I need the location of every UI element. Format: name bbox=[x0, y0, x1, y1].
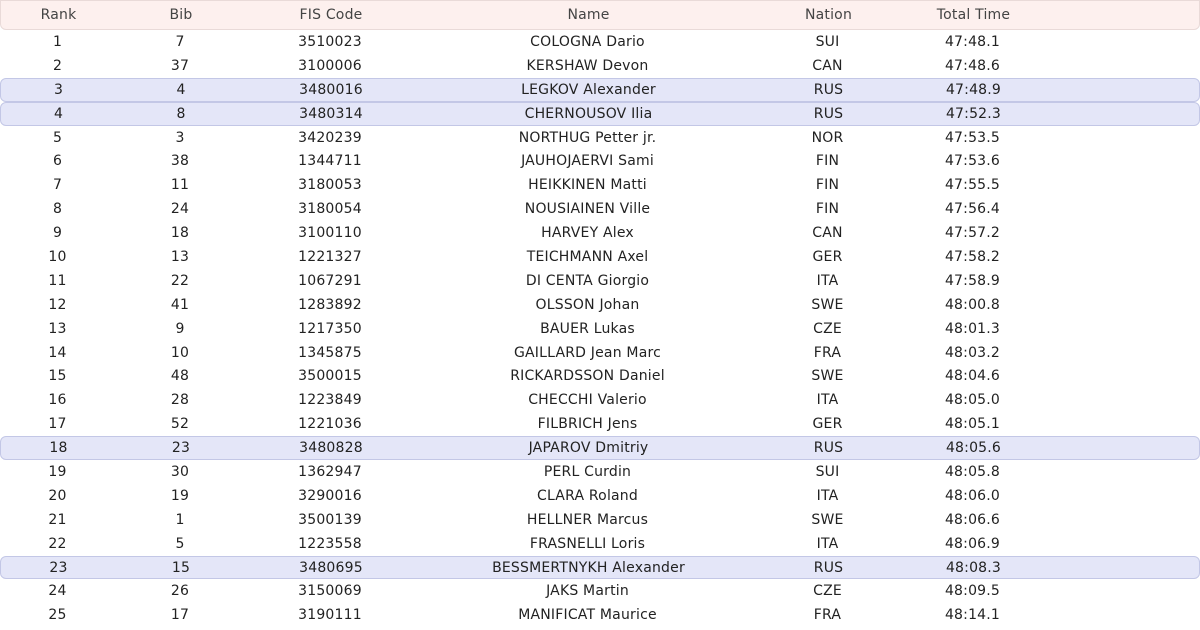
cell-rank: 6 bbox=[52, 153, 63, 170]
cell-name: COLOGNA Dario bbox=[530, 33, 645, 50]
table-row bbox=[0, 436, 1200, 460]
table-row bbox=[0, 388, 1200, 412]
cell-fis-code: 1223558 bbox=[298, 535, 362, 552]
cell-name: TEICHMANN Axel bbox=[526, 248, 649, 265]
cell-fis-code: 3100110 bbox=[298, 225, 362, 242]
cell-rank: 24 bbox=[48, 583, 67, 600]
cell-rank: 4 bbox=[53, 105, 64, 122]
cell-total-time: 48:05.8 bbox=[944, 463, 1001, 480]
header-nation: Nation bbox=[804, 7, 853, 23]
cell-total-time: 48:06.0 bbox=[944, 487, 1001, 504]
cell-bib: 9 bbox=[175, 320, 185, 337]
cell-nation: FRA bbox=[813, 607, 842, 624]
cell-rank: 22 bbox=[48, 535, 67, 552]
cell-nation: FRA bbox=[813, 344, 842, 361]
table-row bbox=[0, 221, 1200, 245]
cell-nation: CAN bbox=[812, 57, 843, 74]
cell-name: HARVEY Alex bbox=[541, 225, 634, 242]
cell-total-time: 48:08.3 bbox=[945, 559, 1002, 576]
cell-rank: 1 bbox=[52, 33, 63, 50]
table-row bbox=[0, 293, 1200, 317]
cell-bib: 19 bbox=[170, 487, 190, 504]
cell-bib: 17 bbox=[170, 607, 190, 624]
cell-rank: 21 bbox=[48, 511, 67, 528]
cell-total-time: 48:05.6 bbox=[945, 440, 1002, 457]
cell-fis-code: 3480828 bbox=[299, 440, 363, 457]
cell-name: OLSSON Johan bbox=[535, 296, 640, 313]
cell-name: RICKARDSSON Daniel bbox=[510, 368, 665, 385]
cell-total-time: 48:14.1 bbox=[944, 607, 1001, 624]
cell-fis-code: 3150069 bbox=[298, 583, 362, 600]
table-row bbox=[0, 126, 1200, 150]
cell-total-time: 48:00.8 bbox=[944, 296, 1001, 313]
cell-bib: 8 bbox=[176, 105, 186, 122]
header-total-time: Total Time bbox=[936, 7, 1011, 23]
cell-nation: FIN bbox=[815, 177, 840, 194]
cell-fis-code: 3480016 bbox=[299, 81, 363, 98]
cell-fis-code: 1221327 bbox=[298, 248, 362, 265]
cell-rank: 23 bbox=[49, 559, 68, 576]
cell-bib: 26 bbox=[170, 583, 190, 600]
cell-total-time: 47:48.1 bbox=[944, 33, 1001, 50]
cell-nation: FIN bbox=[815, 201, 840, 218]
cell-fis-code: 3500015 bbox=[298, 368, 362, 385]
cell-fis-code: 1283892 bbox=[298, 296, 362, 313]
header-fis-code: FIS Code bbox=[299, 7, 363, 23]
cell-name: DI CENTA Giorgio bbox=[525, 272, 650, 289]
table-row bbox=[0, 341, 1200, 365]
table-row bbox=[0, 508, 1200, 532]
cell-bib: 48 bbox=[170, 368, 190, 385]
cell-bib: 11 bbox=[170, 177, 190, 194]
cell-rank: 20 bbox=[48, 487, 67, 504]
table-row bbox=[0, 149, 1200, 173]
cell-total-time: 48:05.0 bbox=[944, 392, 1001, 409]
cell-rank: 11 bbox=[48, 272, 67, 289]
cell-bib: 30 bbox=[170, 463, 190, 480]
cell-total-time: 48:06.6 bbox=[944, 511, 1001, 528]
cell-rank: 14 bbox=[48, 344, 67, 361]
cell-fis-code: 3500139 bbox=[298, 511, 362, 528]
cell-total-time: 47:48.9 bbox=[945, 81, 1002, 98]
cell-total-time: 48:05.1 bbox=[944, 416, 1001, 433]
cell-name: FILBRICH Jens bbox=[537, 416, 638, 433]
table-row bbox=[0, 364, 1200, 388]
cell-total-time: 48:04.6 bbox=[944, 368, 1001, 385]
cell-nation: GER bbox=[812, 248, 843, 265]
cell-nation: ITA bbox=[816, 487, 839, 504]
cell-fis-code: 1362947 bbox=[298, 463, 362, 480]
header-name: Name bbox=[567, 7, 610, 23]
table-row bbox=[0, 173, 1200, 197]
cell-bib: 10 bbox=[170, 344, 190, 361]
table-row bbox=[0, 532, 1200, 556]
cell-fis-code: 1345875 bbox=[298, 344, 362, 361]
cell-name: JAKS Martin bbox=[546, 583, 629, 600]
cell-bib: 15 bbox=[171, 559, 191, 576]
cell-name: BAUER Lukas bbox=[540, 320, 635, 337]
cell-nation: NOR bbox=[811, 129, 844, 146]
cell-bib: 28 bbox=[170, 392, 190, 409]
cell-fis-code: 1217350 bbox=[298, 320, 362, 337]
cell-rank: 12 bbox=[48, 296, 67, 313]
cell-name: MANIFICAT Maurice bbox=[518, 607, 657, 624]
cell-rank: 19 bbox=[48, 463, 67, 480]
cell-total-time: 47:55.5 bbox=[944, 177, 1001, 194]
cell-bib: 7 bbox=[175, 33, 185, 50]
cell-name: CLARA Roland bbox=[537, 487, 638, 504]
cell-name: CHECCHI Valerio bbox=[528, 392, 647, 409]
cell-nation: FIN bbox=[815, 153, 840, 170]
cell-bib: 37 bbox=[170, 57, 190, 74]
cell-fis-code: 1221036 bbox=[298, 416, 362, 433]
cell-bib: 5 bbox=[175, 535, 185, 552]
cell-nation: CZE bbox=[813, 583, 842, 600]
cell-nation: SWE bbox=[811, 368, 844, 385]
table-row bbox=[0, 460, 1200, 484]
cell-nation: SWE bbox=[811, 296, 844, 313]
cell-fis-code: 3290016 bbox=[298, 487, 362, 504]
cell-bib: 24 bbox=[170, 201, 190, 218]
cell-nation: RUS bbox=[813, 105, 844, 122]
cell-total-time: 47:53.5 bbox=[944, 129, 1001, 146]
cell-name: JAPAROV Dmitriy bbox=[528, 440, 649, 457]
table-row bbox=[0, 412, 1200, 436]
cell-bib: 52 bbox=[170, 416, 190, 433]
cell-nation: RUS bbox=[813, 559, 844, 576]
cell-name: FRASNELLI Loris bbox=[529, 535, 646, 552]
cell-name: HELLNER Marcus bbox=[526, 511, 649, 528]
cell-fis-code: 3480314 bbox=[299, 105, 363, 122]
cell-name: CHERNOUSOV Ilia bbox=[524, 105, 653, 122]
cell-name: GAILLARD Jean Marc bbox=[513, 344, 662, 361]
cell-total-time: 47:52.3 bbox=[945, 105, 1002, 122]
table-row bbox=[0, 30, 1200, 54]
cell-rank: 8 bbox=[52, 201, 63, 218]
table-row bbox=[0, 78, 1200, 102]
cell-total-time: 47:56.4 bbox=[944, 201, 1001, 218]
cell-fis-code: 1223849 bbox=[298, 392, 362, 409]
cell-total-time: 48:09.5 bbox=[944, 583, 1001, 600]
cell-total-time: 47:48.6 bbox=[944, 57, 1001, 74]
cell-total-time: 47:58.9 bbox=[944, 272, 1001, 289]
header-rank: Rank bbox=[40, 7, 77, 23]
cell-nation: SUI bbox=[815, 33, 840, 50]
cell-rank: 25 bbox=[48, 607, 67, 624]
table-row bbox=[0, 197, 1200, 221]
cell-rank: 15 bbox=[48, 368, 67, 385]
cell-rank: 18 bbox=[49, 440, 68, 457]
table-header bbox=[0, 0, 1200, 30]
cell-total-time: 48:06.9 bbox=[944, 535, 1001, 552]
cell-total-time: 48:03.2 bbox=[944, 344, 1001, 361]
cell-bib: 4 bbox=[176, 81, 186, 98]
cell-bib: 3 bbox=[175, 129, 185, 146]
cell-name: BESSMERTNYKH Alexander bbox=[492, 559, 685, 576]
cell-bib: 38 bbox=[170, 153, 190, 170]
table-row bbox=[0, 603, 1200, 627]
cell-bib: 41 bbox=[170, 296, 190, 313]
cell-rank: 13 bbox=[48, 320, 67, 337]
cell-rank: 7 bbox=[52, 177, 63, 194]
cell-total-time: 47:58.2 bbox=[944, 248, 1001, 265]
cell-nation: GER bbox=[812, 416, 843, 433]
cell-nation: ITA bbox=[816, 272, 839, 289]
table-row bbox=[0, 579, 1200, 603]
cell-nation: RUS bbox=[813, 440, 844, 457]
cell-name: PERL Curdin bbox=[543, 463, 632, 480]
cell-nation: RUS bbox=[813, 81, 844, 98]
cell-name: NOUSIAINEN Ville bbox=[524, 201, 651, 218]
cell-nation: SUI bbox=[815, 463, 840, 480]
cell-fis-code: 3180054 bbox=[298, 201, 362, 218]
cell-nation: SWE bbox=[811, 511, 844, 528]
cell-rank: 2 bbox=[52, 57, 63, 74]
cell-nation: ITA bbox=[816, 392, 839, 409]
cell-bib: 23 bbox=[171, 440, 191, 457]
table-row bbox=[0, 556, 1200, 580]
cell-nation: ITA bbox=[816, 535, 839, 552]
cell-bib: 22 bbox=[170, 272, 190, 289]
cell-total-time: 47:57.2 bbox=[944, 225, 1001, 242]
cell-bib: 1 bbox=[175, 511, 185, 528]
table-row bbox=[0, 102, 1200, 126]
cell-fis-code: 3190111 bbox=[298, 607, 362, 624]
table-row bbox=[0, 317, 1200, 341]
cell-name: JAUHOJAERVI Sami bbox=[521, 153, 654, 170]
table-row bbox=[0, 245, 1200, 269]
cell-rank: 9 bbox=[52, 225, 63, 242]
cell-bib: 13 bbox=[170, 248, 190, 265]
cell-bib: 18 bbox=[170, 225, 190, 242]
cell-name: HEIKKINEN Matti bbox=[528, 177, 647, 194]
cell-name: KERSHAW Devon bbox=[526, 57, 649, 74]
cell-nation: CAN bbox=[812, 225, 843, 242]
cell-rank: 16 bbox=[48, 392, 67, 409]
header-bib: Bib bbox=[169, 7, 193, 23]
cell-rank: 5 bbox=[52, 129, 63, 146]
cell-fis-code: 3510023 bbox=[298, 33, 362, 50]
cell-nation: CZE bbox=[813, 320, 842, 337]
cell-total-time: 47:53.6 bbox=[944, 153, 1001, 170]
cell-fis-code: 3420239 bbox=[298, 129, 362, 146]
cell-fis-code: 3480695 bbox=[299, 559, 363, 576]
table-row bbox=[0, 269, 1200, 293]
cell-rank: 17 bbox=[48, 416, 67, 433]
cell-fis-code: 3180053 bbox=[298, 177, 362, 194]
table-row bbox=[0, 484, 1200, 508]
table-row bbox=[0, 54, 1200, 78]
cell-total-time: 48:01.3 bbox=[944, 320, 1001, 337]
cell-rank: 10 bbox=[48, 248, 67, 265]
cell-fis-code: 1344711 bbox=[298, 153, 362, 170]
table-body bbox=[0, 30, 1200, 627]
cell-name: LEGKOV Alexander bbox=[521, 81, 656, 98]
cell-name: NORTHUG Petter jr. bbox=[518, 129, 657, 146]
cell-fis-code: 1067291 bbox=[298, 272, 362, 289]
cell-fis-code: 3100006 bbox=[298, 57, 362, 74]
cell-rank: 3 bbox=[53, 81, 64, 98]
